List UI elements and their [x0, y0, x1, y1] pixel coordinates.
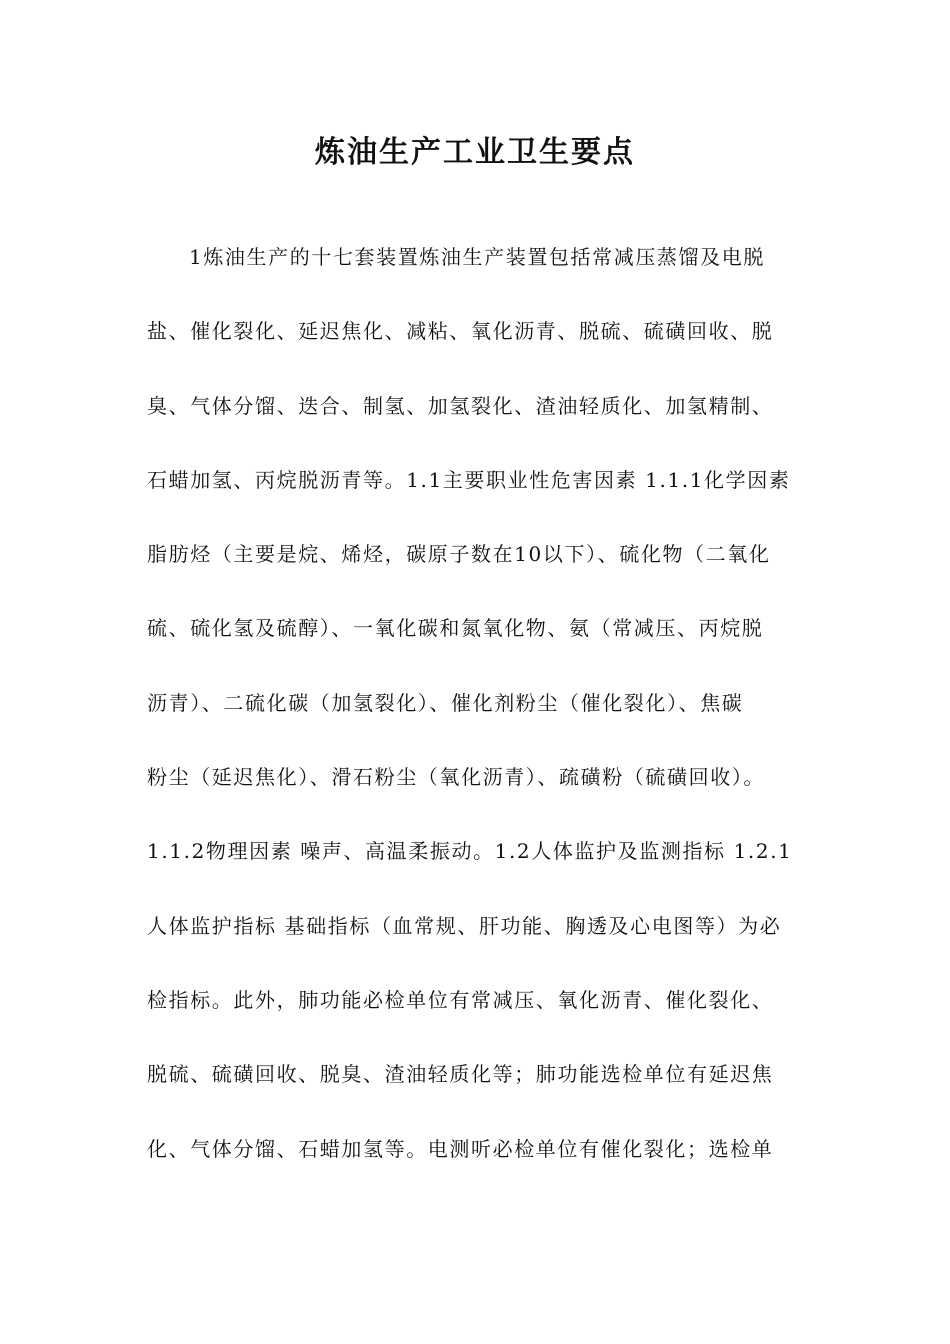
paragraph-line: 人体监护指标 基础指标（血常规、肝功能、胸透及心电图等）为必	[147, 913, 782, 938]
paragraph-line: 1.1.2物理因素 噪声、高温柔振动。1.2人体监护及监测指标 1.2.1	[147, 839, 793, 864]
paragraph-line: 脱硫、硫磺回收、脱臭、渣油轻质化等；肺功能选检单位有延迟焦	[147, 1062, 774, 1087]
paragraph-line: 盐、催化裂化、延迟焦化、减粘、氧化沥青、脱硫、硫磺回收、脱	[147, 319, 774, 344]
paragraph-line: 臭、气体分馏、迭合、制氢、加氢裂化、渣油轻质化、加氢精制、	[147, 393, 774, 418]
paragraph-line: 1炼油生产的十七套装置炼油生产装置包括常减压蒸馏及电脱	[189, 245, 765, 269]
paragraph-line: 硫、硫化氢及硫醇）、一氧化碳和氮氧化物、氨（常减压、丙烷脱	[147, 616, 764, 641]
paragraph-line: 脂肪烃（主要是烷、烯烃，碳原子数在10以下）、硫化物（二氧化	[147, 542, 771, 567]
document-body	[147, 233, 817, 1199]
paragraph-line: 化、气体分馏、石蜡加氢等。电测听必检单位有催化裂化；选检单	[147, 1136, 774, 1161]
paragraph-line: 粉尘（延迟焦化）、滑石粉尘（氧化沥青）、疏磺粉（硫磺回收）。	[147, 765, 765, 790]
paragraph-line: 沥青）、二硫化碳（加氢裂化）、催化剂粉尘（催化裂化）、焦碳	[147, 690, 744, 715]
paragraph-line: 检指标。此外，肺功能必检单位有常减压、氧化沥青、催化裂化、	[147, 987, 774, 1012]
document-title: 炼油生产工业卫生要点	[315, 135, 635, 170]
paragraph-line: 石蜡加氢、丙烷脱沥青等。1.1主要职业性危害因素 1.1.1化学因素	[147, 467, 791, 492]
